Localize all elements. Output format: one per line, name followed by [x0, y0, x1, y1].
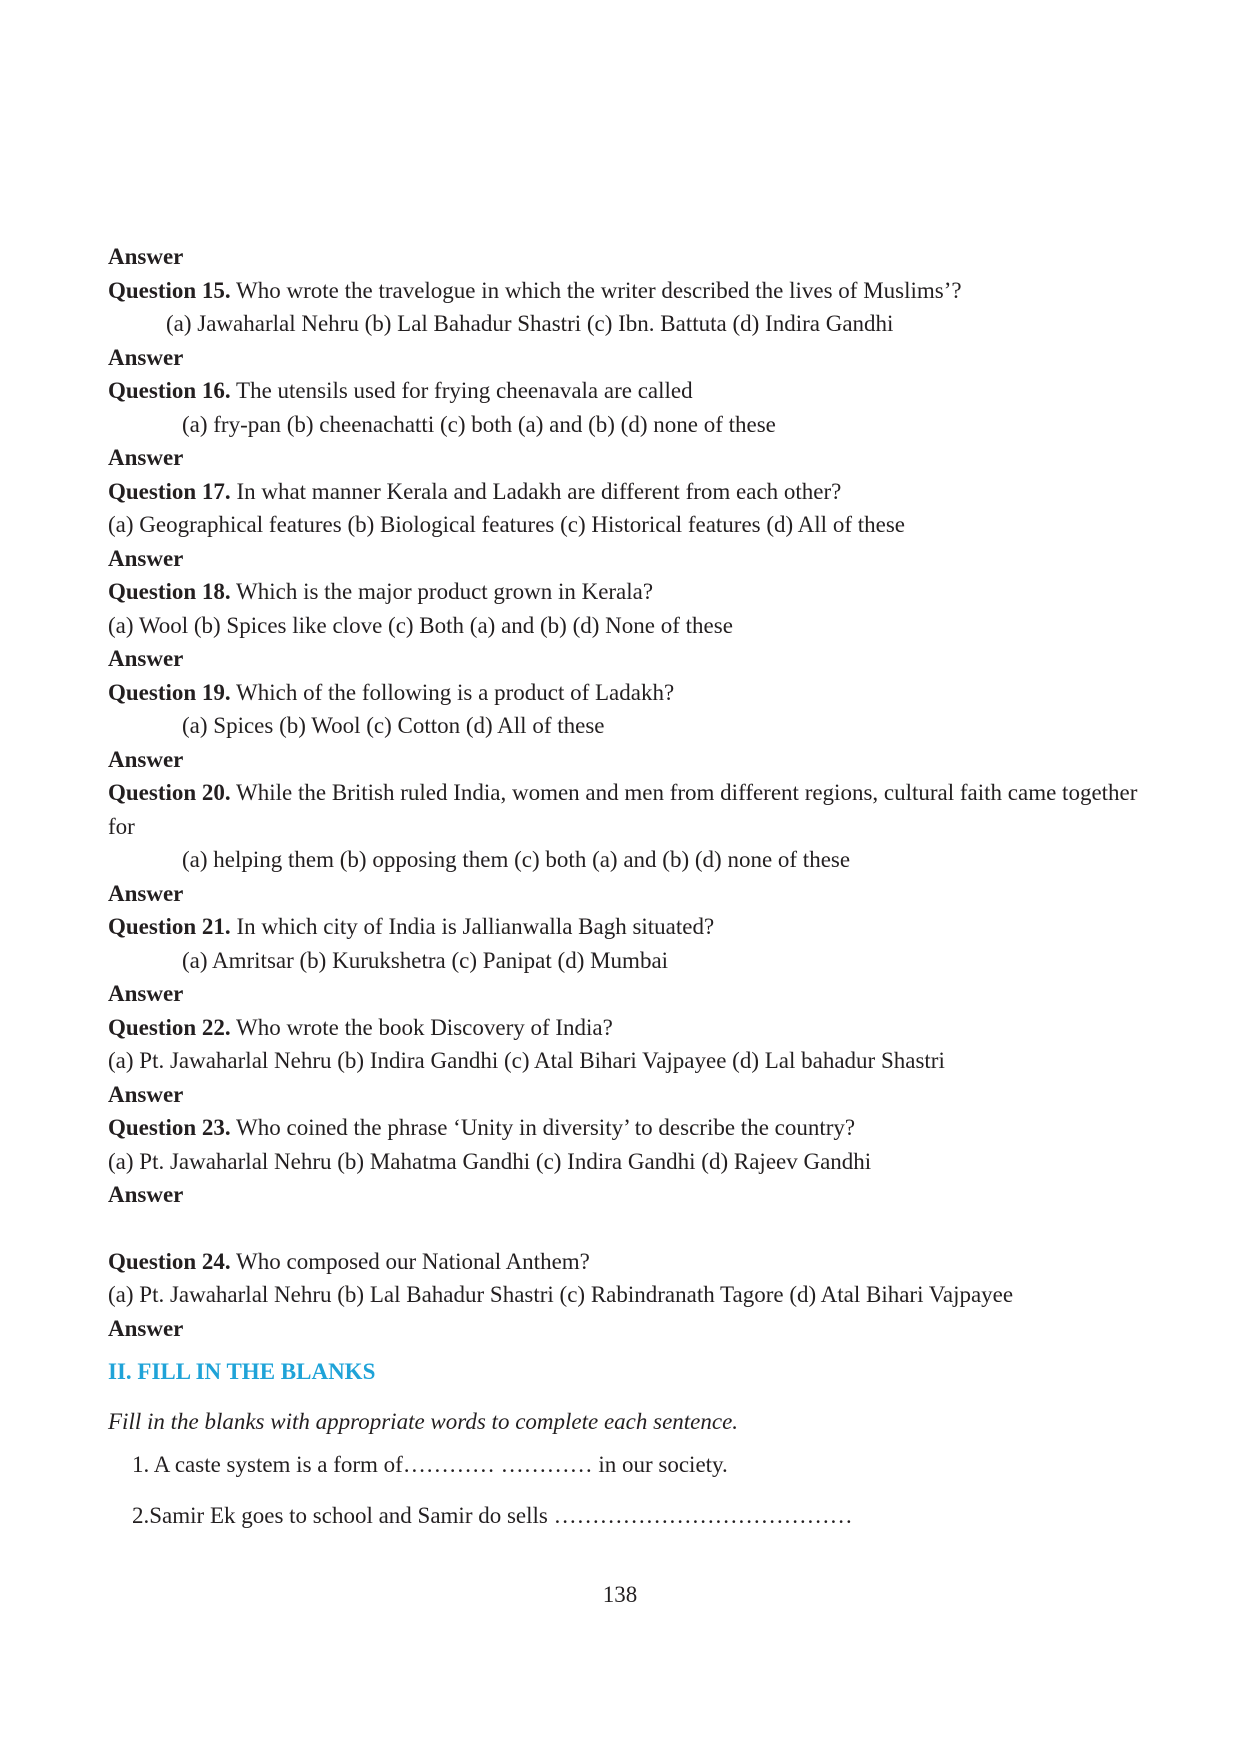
question-23-options: (a) Pt. Jawaharlal Nehru (b) Mahatma Gandhi (c) Indira Gandhi (d) Rajeev Gandhi	[108, 1148, 872, 1174]
question-17-options: (a) Geographical features (b) Biological features (c) Historical features (d) All of these	[108, 512, 905, 537]
question-22-options: (a) Pt. Jawaharlal Nehru (b) Indira Gandhi (c) Atal Bihari Vajpayee (d) Lal bahadur Shastri	[108, 1048, 945, 1073]
fill-blank-item-2: 2.Samir Ek goes to school and Samir do sells …………………………………	[132, 1503, 853, 1528]
question-20-options: (a) helping them (b) opposing them (c) both (a) and (b) (d) none of these	[182, 847, 851, 872]
question-16	[108, 374, 1148, 408]
question-number: Question 19.	[108, 679, 231, 705]
question-number: Question 15.	[108, 277, 231, 303]
answer-label: Answer	[108, 746, 184, 772]
answer-label: Answer	[108, 1315, 184, 1341]
fill-blank-item-1: 1. A caste system is a form of………… ………… in our society.	[132, 1452, 728, 1477]
question-number: Question 21.	[108, 914, 231, 939]
question-number: Question 22.	[108, 1014, 231, 1040]
question-20	[108, 776, 1148, 843]
question-text: Which is the major product grown in Kerala?	[230, 579, 654, 604]
question-23	[108, 1111, 1148, 1145]
question-15	[108, 274, 1148, 308]
question-number: Question 23.	[108, 1115, 231, 1140]
question-text: Who coined the phrase ‘Unity in diversity’ to describe the country?	[230, 1115, 856, 1140]
question-number: Question 17.	[108, 478, 231, 504]
question-text: In which city of India is Jallianwalla Bagh situated?	[230, 914, 715, 939]
question-text: In what manner Kerala and Ladakh are different from each other?	[230, 478, 842, 504]
question-text: Which of the following is a product of Ladakh?	[230, 679, 675, 705]
question-text: The utensils used for frying cheenavala are called	[230, 378, 693, 403]
answer-label: Answer	[108, 244, 184, 269]
answer-label: Answer	[108, 1081, 184, 1107]
question-number: Question 18.	[108, 579, 231, 604]
section-title: II. FILL IN THE BLANKS	[108, 1359, 376, 1384]
question-21	[108, 910, 1148, 944]
answer-label: Answer	[108, 1182, 184, 1207]
question-19-options: (a) Spices (b) Wool (c) Cotton (d) All of these	[182, 713, 605, 738]
question-number: Question 16.	[108, 378, 231, 403]
question-number: Question 24.	[108, 1248, 231, 1274]
answer-label: Answer	[108, 646, 184, 671]
question-19	[108, 676, 1148, 710]
question-18	[108, 575, 1148, 609]
question-22	[108, 1011, 1148, 1045]
question-list	[108, 240, 1148, 1532]
answer-label: Answer	[108, 344, 184, 370]
spacer	[108, 1212, 1148, 1245]
question-16-options: (a) fry-pan (b) cheenachatti (c) both (a) and (b) (d) none of these	[182, 411, 776, 437]
answer-label: Answer	[108, 445, 184, 470]
question-number: Question 20.	[108, 780, 231, 805]
question-24-options: (a) Pt. Jawaharlal Nehru (b) Lal Bahadur Shastri (c) Rabindranath Tagore (d) Atal Bihari Vajpayee	[108, 1282, 1014, 1307]
answer-label: Answer	[108, 545, 184, 571]
question-21-options: (a) Amritsar (b) Kurukshetra (c) Panipat (d) Mumbai	[182, 947, 669, 973]
answer-label: Answer	[108, 880, 184, 906]
question-18-options: (a) Wool (b) Spices like clove (c) Both (a) and (b) (d) None of these	[108, 612, 733, 638]
question-17	[108, 475, 1148, 509]
page-number: 138	[602, 1582, 638, 1607]
question-text: While the British ruled India, women and men from different regions, cultural faith came together for	[108, 780, 1138, 839]
question-text: Who wrote the travelogue in which the writer described the lives of Muslims’?	[230, 277, 962, 303]
question-24	[108, 1245, 1148, 1279]
question-15-options: (a) Jawaharlal Nehru (b) Lal Bahadur Shastri (c) Ibn. Battuta (d) Indira Gandhi	[166, 311, 894, 336]
answer-label: Answer	[108, 981, 184, 1006]
question-text: Who composed our National Anthem?	[230, 1248, 590, 1274]
question-text: Who wrote the book Discovery of India?	[230, 1014, 613, 1040]
section-instruction: Fill in the blanks with appropriate words to complete each sentence.	[108, 1409, 739, 1434]
